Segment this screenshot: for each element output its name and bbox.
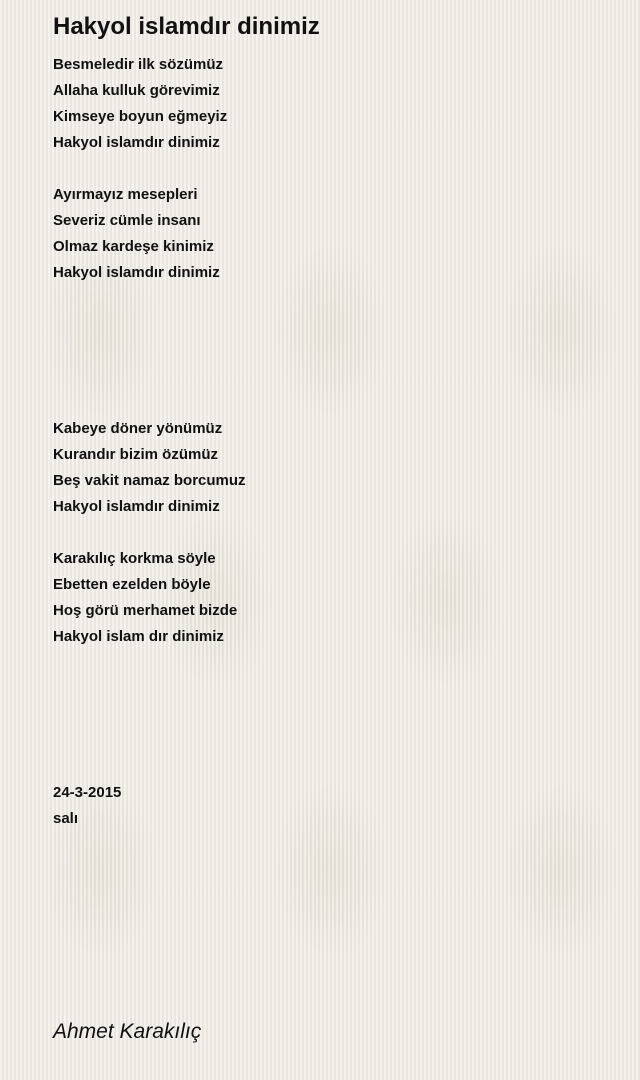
poem-line: Hakyol islamdır dinimiz xyxy=(53,134,220,151)
poem-line: Besmeledir ilk sözümüz xyxy=(53,56,224,73)
poem-line: Ayırmayız mesepleri xyxy=(53,186,198,203)
stanza-break xyxy=(53,728,613,754)
stanza-break xyxy=(53,676,613,702)
stanza-break xyxy=(53,338,613,364)
poem-line: Ebetten ezelden böyle xyxy=(53,576,211,593)
poem-line: Hakyol islam dır dinimiz xyxy=(53,628,224,645)
poem-line: Kimseye boyun eğmeyiz xyxy=(53,108,228,125)
poem-line: Beş vakit namaz borcumuz xyxy=(53,472,246,489)
poem-line: Severiz cümle insanı xyxy=(53,212,201,229)
stanza-break xyxy=(53,286,613,312)
stanza-break xyxy=(53,702,613,728)
stanza-break xyxy=(53,156,613,182)
stanza-break xyxy=(53,390,613,416)
poem-day: salı xyxy=(53,810,79,827)
poem-date: 24-3-2015 xyxy=(53,784,122,801)
poem-line: Olmaz kardeşe kinimiz xyxy=(53,238,214,255)
stanza-break xyxy=(53,650,613,676)
stanza-break xyxy=(53,312,613,338)
poem-line: Hakyol islamdır dinimiz xyxy=(53,498,220,515)
poem-line: Kurandır bizim özümüz xyxy=(53,446,218,463)
poem-line: Kabeye döner yönümüz xyxy=(53,420,223,437)
stanza-break xyxy=(53,754,613,780)
poem-line: Hakyol islamdır dinimiz xyxy=(53,264,220,281)
stanza-break xyxy=(53,520,613,546)
poem-author: Ahmet Karakılıç xyxy=(53,1020,202,1043)
poem-title: Hakyol islamdır dinimiz xyxy=(53,13,320,40)
poem-container xyxy=(53,0,613,832)
stanza-break xyxy=(53,364,613,390)
poem-line: Allaha kulluk görevimiz xyxy=(53,82,220,99)
poem-line: Hoş görü merhamet bizde xyxy=(53,602,238,619)
poem-line: Karakılıç korkma söyle xyxy=(53,550,216,567)
